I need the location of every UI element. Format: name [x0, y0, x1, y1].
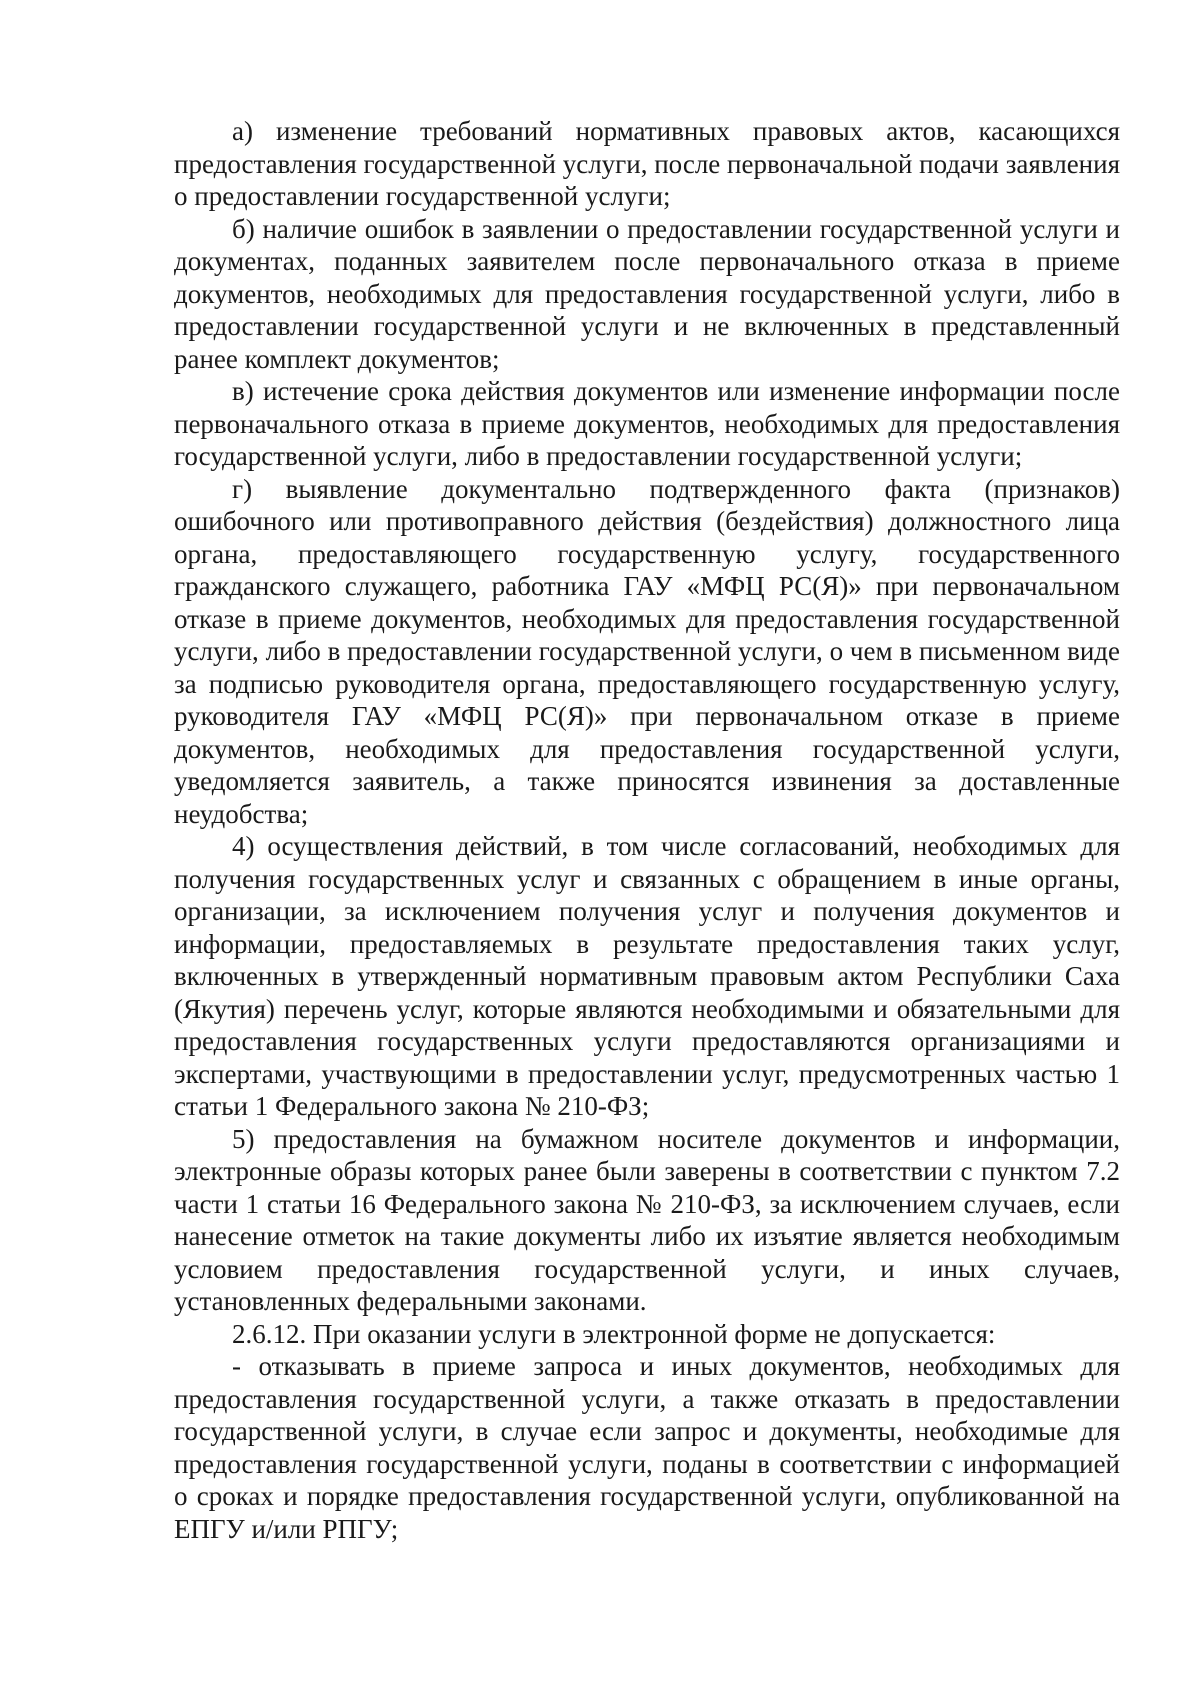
paragraph-item-a: а) изменение требований нормативных правовых актов, касающихся предоставления государственной услуги, после первоначальной подачи заявления о предоставлении государственной услуги; [174, 116, 1120, 211]
document-body [174, 115, 1120, 1545]
paragraph-bullet: - отказывать в приеме запроса и иных документов, необходимых для предоставления государственной услуги, а также отказать в предоставлении государственной услуги, в случае если запрос и документы, необходимые для предоставления государственной услуги, поданы в соответствии с информацией о сроках и порядке предоставления государственной услуги, опубликованной на ЕПГУ и/или РПГУ; [174, 1351, 1120, 1544]
paragraph-item-4: 4) осуществления действий, в том числе согласований, необходимых для получения государственных услуг и связанных с обращением в иные органы, организации, за исключением получения услуг и получения документов и информации, предоставляемых в результате предоставления таких услуг, включенных в утвержденный нормативным правовым актом Республики Саха (Якутия) перечень услуг, которые являются необходимыми и обязательными для предоставления государственных услуги предоставляются организациями и экспертами, участвующими в предоставлении услуг, предусмотренных частью 1 статьи 1 Федерального закона № 210-ФЗ; [174, 831, 1120, 1121]
paragraph-item-b: б) наличие ошибок в заявлении о предоставлении государственной услуги и документах, поданных заявителем после первоначального отказа в приеме документов, необходимых для предоставления государственной услуги, либо в предоставлении государственной услуги и не включенных в представленный ранее комплект документов; [174, 213, 1120, 374]
paragraph-item-5: 5) предоставления на бумажном носителе документов и информации, электронные образы которых ранее были заверены в соответствии с пунктом 7.2 части 1 статьи 16 Федерального закона № 210-ФЗ, за исключением случаев, если нанесение отметок на такие документы либо их изъятие является необходимым условием предоставления государственной услуги, и иных случаев, установленных федеральными законами. [174, 1123, 1120, 1316]
paragraph-item-v: в) истечение срока действия документов или изменение информации после первоначального отказа в приеме документов, необходимых для предоставления государственной услуги, либо в предоставлении государственной услуги; [174, 376, 1120, 471]
paragraph-item-g: г) выявление документально подтвержденного факта (признаков) ошибочного или противоправного действия (бездействия) должностного лица органа, предоставляющего государственную услугу, государственного гражданского служащего, работника ГАУ «МФЦ РС(Я)» при первоначальном отказе в приеме документов, необходимых для предоставления государственной услуги, либо в предоставлении государственной услуги, о чем в письменном виде за подписью руководителя органа, предоставляющего государственную услугу, руководителя ГАУ «МФЦ РС(Я)» при первоначальном отказе в приеме документов, необходимых для предоставления государственной услуги, уведомляется заявитель, а также приносятся извинения за доставленные неудобства; [174, 473, 1120, 829]
section-heading-2-6-12: 2.6.12. При оказании услуги в электронной форме не допускается: [232, 1318, 996, 1349]
